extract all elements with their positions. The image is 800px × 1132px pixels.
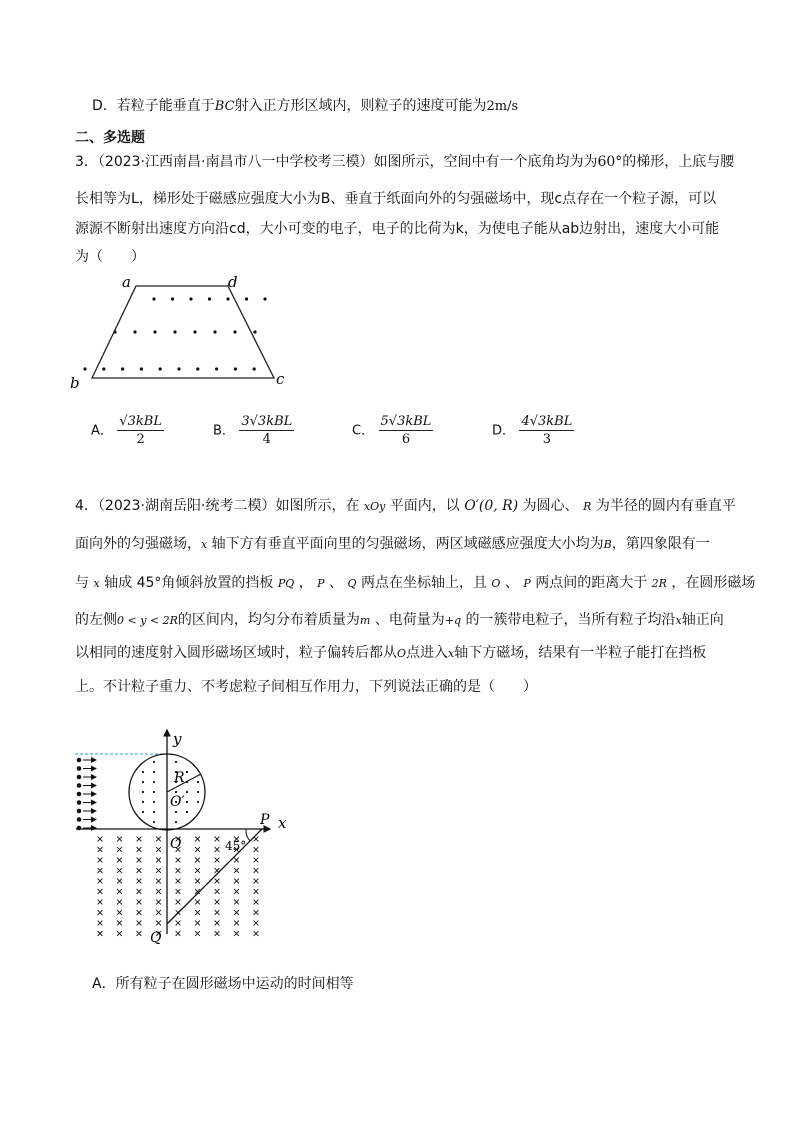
field-dot (83, 367, 86, 370)
field-cross (234, 858, 239, 863)
field-cross (117, 837, 122, 842)
field-cross (234, 931, 239, 936)
field-dot (175, 811, 177, 813)
field-cross (98, 931, 103, 936)
field-cross (98, 837, 103, 842)
field-cross (137, 910, 142, 915)
field-cross (156, 900, 161, 905)
field-dot (152, 297, 155, 300)
field-cross (254, 889, 259, 894)
field-cross (234, 889, 239, 894)
field-cross (98, 847, 103, 852)
field-cross (254, 910, 259, 915)
q2-option-d: D．若粒子能垂直于BC射入正方形区域内，则粒子的速度可能为2m/s (92, 98, 519, 114)
field-cross (156, 889, 161, 894)
field-cross (176, 858, 181, 863)
field-cross (98, 910, 103, 915)
field-cross (215, 889, 220, 894)
q4-option-a[interactable]: A．所有粒子在圆形磁场中运动的时间相等 (92, 976, 354, 992)
label-d: d (228, 273, 238, 291)
field-dot (175, 821, 177, 823)
field-cross (195, 931, 200, 936)
field-cross (254, 858, 259, 863)
field-cross (117, 900, 122, 905)
field-dot (113, 330, 116, 333)
field-cross (254, 879, 259, 884)
field-cross (137, 931, 142, 936)
field-cross (176, 868, 181, 873)
field-cross (195, 910, 200, 915)
field-dot (142, 811, 144, 813)
field-dot (186, 791, 188, 793)
field-cross (137, 858, 142, 863)
field-dot (175, 791, 177, 793)
field-cross (156, 921, 161, 926)
field-cross (156, 837, 161, 842)
q3-option-b[interactable]: B． $\frac{\text{3√3kBL}}{4}$ (213, 414, 293, 447)
field-cross (156, 868, 161, 873)
field-cross (195, 858, 200, 863)
q4-field-figure (70, 724, 310, 944)
label-q: Q (150, 930, 162, 944)
field-cross (215, 910, 220, 915)
label-o: O (170, 836, 182, 852)
q4-line-6: 上。不计粒子重力、不考虑粒子间相互作用力，下列说法正确的是（ ） (75, 679, 537, 695)
field-cross (98, 868, 103, 873)
field-cross (176, 889, 181, 894)
field-dot (142, 781, 144, 783)
q3-line-1: 3．（2023·江西南昌·南昌市八一中学校考三模）如图所示，空间中有一个底角均为为60°的梯形，上底与腰 (75, 154, 735, 170)
field-cross (98, 921, 103, 926)
field-cross (215, 879, 220, 884)
field-dot (121, 367, 124, 370)
field-cross (234, 868, 239, 873)
q3-option-d[interactable]: D． $\frac{\text{4√3kBL}}{3}$ (492, 414, 573, 447)
field-cross (117, 858, 122, 863)
field-cross (156, 847, 161, 852)
q3-option-a[interactable]: A． $\frac{\text{√3kBL}}{2}$ (91, 414, 162, 447)
q3-line-3: 源源不断射出速度方向沿cd，大小可变的电子，电子的比荷为k，为使电子能从ab边射出，速度大小可能 (75, 221, 720, 237)
q3-trapezoid-figure (68, 272, 298, 390)
q4-line-4: 的左侧0 < y < 2R的区间内，均匀分布着质量为m 、电荷量为+q 的一簇带电粒子，当所有粒子均沿x轴正向 (75, 612, 724, 628)
field-dot (197, 801, 199, 803)
section-title: 二、多选题 (75, 130, 145, 146)
field-dot (102, 367, 105, 370)
field-dot (153, 781, 155, 783)
field-dot (253, 330, 256, 333)
field-dot (197, 791, 199, 793)
field-cross (215, 847, 220, 852)
particle (77, 783, 82, 788)
field-cross (137, 837, 142, 842)
field-cross (98, 900, 103, 905)
field-dot (226, 297, 229, 300)
field-cross (234, 910, 239, 915)
field-cross (234, 879, 239, 884)
field-dot (177, 367, 180, 370)
field-cross (215, 858, 220, 863)
field-dot (193, 330, 196, 333)
field-dot (171, 297, 174, 300)
particle (77, 758, 82, 763)
field-dot (208, 297, 211, 300)
field-dot (253, 367, 256, 370)
field-cross (98, 858, 103, 863)
field-cross (137, 879, 142, 884)
particle (77, 809, 82, 814)
field-cross (117, 931, 122, 936)
field-dot (153, 801, 155, 803)
field-dot (186, 781, 188, 783)
q4-line-5: 以相同的速度射入圆形磁场区域时，粒子偏转后都从O点进入x轴下方磁场，结果有一半粒子能打在挡板 (75, 645, 707, 661)
label-y: y (173, 730, 182, 748)
field-cross (215, 931, 220, 936)
field-dot (153, 821, 155, 823)
field-dot (197, 781, 199, 783)
field-dot (159, 367, 162, 370)
particle (77, 766, 82, 771)
field-dot (153, 811, 155, 813)
field-dot (153, 771, 155, 773)
field-dot (142, 771, 144, 773)
label-x: x (278, 814, 287, 832)
particle-beam (77, 758, 96, 831)
q3-line-2: 长相等为L，梯形处于磁感应强度大小为B、垂直于纸面向外的匀强磁场中，现c点存在一个粒子源，可以 (75, 191, 717, 207)
field-dot (189, 297, 192, 300)
field-cross (137, 868, 142, 873)
field-cross (195, 837, 200, 842)
field-cross (117, 879, 122, 884)
field-cross (234, 921, 239, 926)
field-dot (234, 367, 237, 370)
field-cross (254, 921, 259, 926)
particle (77, 826, 82, 831)
field-dot (140, 367, 143, 370)
field-cross (176, 879, 181, 884)
q4-line-2: 面向外的匀强磁场，x 轴下方有垂直平面向里的匀强磁场，两区域磁感应强度大小均为B，第四象限有一 (75, 536, 710, 552)
field-cross (156, 858, 161, 863)
field-cross (156, 910, 161, 915)
field-dot (153, 330, 156, 333)
field-cross (137, 889, 142, 894)
field-cross (137, 900, 142, 905)
field-dot (213, 330, 216, 333)
field-dot (133, 330, 136, 333)
label-a: a (122, 273, 131, 291)
field-cross (117, 868, 122, 873)
field-cross (176, 900, 181, 905)
label-r: R (174, 770, 185, 786)
q4-line-1: 4．（2023·湖南岳阳·统考二模）如图所示，在 xOy 平面内，以 O′(0, R) 为圆心、 R 为半径的圆内有垂直平 (75, 498, 736, 514)
field-cross (137, 847, 142, 852)
label-p: P (260, 812, 270, 828)
field-cross (254, 868, 259, 873)
q3-line-4: 为（ ） (75, 249, 145, 265)
angle-arc (246, 829, 250, 841)
label-b: b (70, 374, 80, 390)
field-cross (176, 921, 181, 926)
field-dot (142, 791, 144, 793)
field-cross (117, 910, 122, 915)
field-cross (195, 847, 200, 852)
field-cross (234, 900, 239, 905)
label-c: c (276, 370, 285, 388)
field-cross (195, 879, 200, 884)
field-cross (254, 847, 259, 852)
label-o-prime: O′ (170, 794, 185, 810)
field-dot (186, 801, 188, 803)
field-cross (117, 847, 122, 852)
label-angle: 45° (225, 839, 247, 853)
q4-line-3: 与 x 轴成 45°角倾斜放置的挡板 PQ ， P 、 Q 两点在坐标轴上，且 O 、 P 两点间的距离大于 2R ，在圆形磁场 (75, 575, 756, 591)
field-cross (137, 921, 142, 926)
field-dot (175, 761, 177, 763)
field-dot (263, 297, 266, 300)
field-cross (117, 889, 122, 894)
field-cross (98, 879, 103, 884)
field-dot (196, 367, 199, 370)
field-dot (153, 761, 155, 763)
field-cross (215, 837, 220, 842)
field-cross (176, 931, 181, 936)
field-dot (186, 771, 188, 773)
field-cross (254, 931, 259, 936)
field-cross (117, 921, 122, 926)
field-dot (215, 367, 218, 370)
particle (77, 800, 82, 805)
field-cross (195, 921, 200, 926)
field-cross (215, 900, 220, 905)
field-cross (195, 900, 200, 905)
field-cross (215, 921, 220, 926)
field-dot (142, 801, 144, 803)
q3-option-c[interactable]: C． $\frac{\text{5√3kBL}}{6}$ (352, 414, 432, 447)
field-cross (254, 900, 259, 905)
circle-dots-out (142, 761, 199, 823)
particle (77, 792, 82, 797)
field-cross (156, 879, 161, 884)
field-cross (98, 889, 103, 894)
field-dot (245, 297, 248, 300)
field-dot (153, 791, 155, 793)
field-dot (186, 811, 188, 813)
field-dot (233, 330, 236, 333)
particle (77, 817, 82, 822)
field-cross (195, 868, 200, 873)
field-dot (173, 330, 176, 333)
particle (77, 775, 82, 780)
